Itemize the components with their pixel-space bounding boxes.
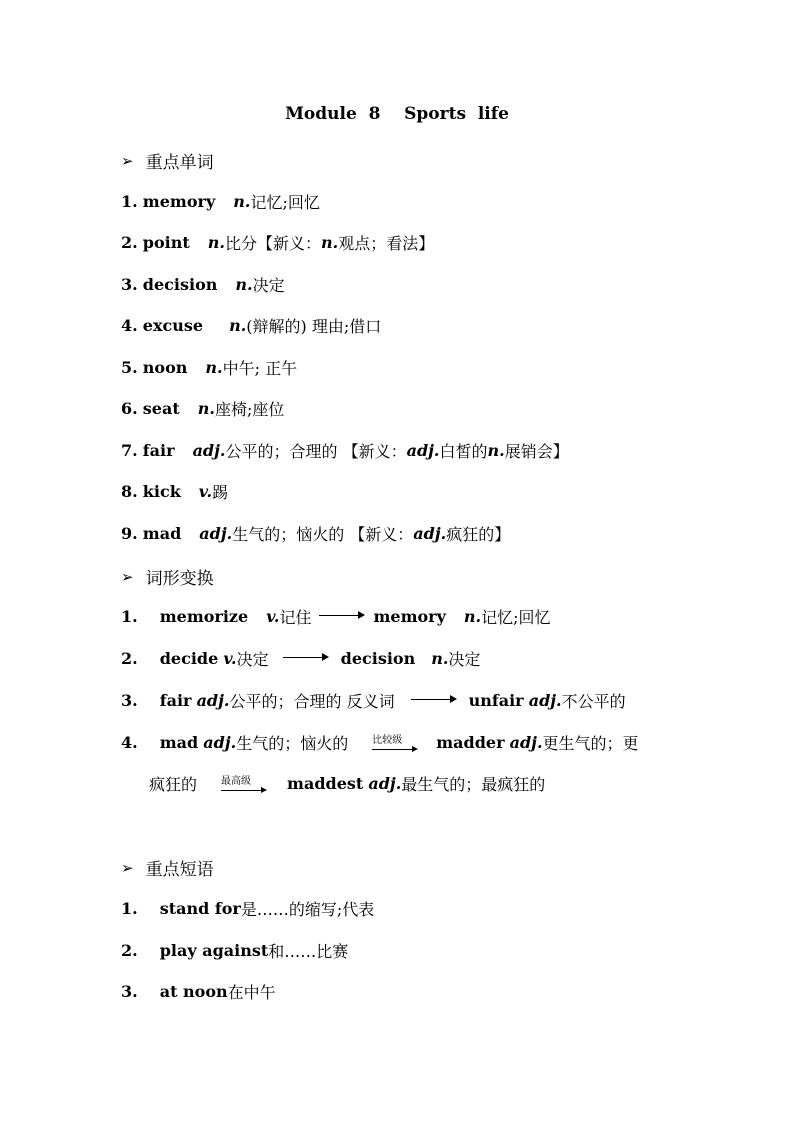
list-item xyxy=(121,438,569,462)
item-word: noon xyxy=(142,357,188,377)
item-pos: adj. xyxy=(406,440,440,460)
base-word: mad xyxy=(159,732,199,752)
derived-pos: n. xyxy=(431,648,449,668)
section-title: 重点单词 xyxy=(145,153,214,173)
item-pos: n. xyxy=(487,440,505,460)
item-definition: 比分【新义： xyxy=(224,233,321,253)
item-number: 2. xyxy=(121,232,138,252)
item-pos: n. xyxy=(197,398,215,418)
item-word: fair xyxy=(142,440,175,460)
derived-pos: adj. xyxy=(509,732,543,752)
arrow-bullet-icon: ➢ xyxy=(121,151,134,170)
item-number: 1. xyxy=(121,191,138,211)
phrase-item xyxy=(121,896,374,920)
arrow-right-icon xyxy=(411,695,457,705)
base-word: memorize xyxy=(159,606,249,626)
base-word: decide xyxy=(159,648,219,668)
item-definition: 公平的；合理的 【新义： xyxy=(225,441,407,461)
phrase-text: play against xyxy=(159,940,269,960)
derived-definition: 记忆;回忆 xyxy=(481,607,551,627)
derived-word: unfair xyxy=(468,690,524,710)
item-definition: (辩解的) 理由;借口 xyxy=(246,316,382,336)
arrow-right-icon xyxy=(221,787,267,795)
section-heading-phrases xyxy=(121,855,214,880)
list-item xyxy=(121,521,510,545)
item-word: decision xyxy=(142,274,218,294)
derived-pos: n. xyxy=(463,606,482,626)
form-item xyxy=(121,688,626,712)
item-number: 3. xyxy=(121,981,138,1001)
item-number: 5. xyxy=(121,357,138,377)
item-definition: 中午; 正午 xyxy=(222,358,298,378)
item-pos: n. xyxy=(233,191,251,211)
item-definition: 座椅;座位 xyxy=(214,399,285,419)
derived-pos: adj. xyxy=(368,773,402,793)
arrow-label: 比较级 xyxy=(372,735,403,746)
list-item xyxy=(121,396,284,420)
list-item xyxy=(121,479,228,503)
derived-definition: 更生气的；更 xyxy=(542,733,639,753)
list-item xyxy=(121,230,434,254)
item-pos: n. xyxy=(229,315,247,335)
form-item xyxy=(121,604,551,628)
phrase-definition: 和……比赛 xyxy=(268,941,349,961)
phrase-definition: 在中午 xyxy=(227,982,276,1002)
derived-definition: 决定 xyxy=(448,649,481,669)
item-pos: n. xyxy=(207,232,225,252)
section-title: 词形变换 xyxy=(145,569,214,589)
base-pos: v. xyxy=(266,606,280,626)
base-definition: 决定 xyxy=(236,649,269,669)
base-pos: adj. xyxy=(196,690,230,710)
derived-word: decision xyxy=(340,648,416,668)
base-word: fair xyxy=(159,690,192,710)
item-definition: 记忆;回忆 xyxy=(250,192,320,212)
form-item xyxy=(121,646,480,670)
item-number: 9. xyxy=(121,523,138,543)
section-title: 重点短语 xyxy=(145,860,214,880)
form-item-continuation xyxy=(149,771,545,795)
item-definition: 展销会】 xyxy=(504,441,569,461)
item-number: 3. xyxy=(121,690,138,710)
base-definition: 生气的；恼火的 xyxy=(236,733,349,753)
page-title: Module 8 Sports life xyxy=(285,104,509,124)
list-item xyxy=(121,189,320,213)
item-word: point xyxy=(142,232,190,252)
item-number: 4. xyxy=(121,315,138,335)
derived-word: maddest xyxy=(287,773,364,793)
item-number: 8. xyxy=(121,481,138,501)
superlative-arrow xyxy=(221,777,269,795)
list-item xyxy=(121,355,297,379)
base-pos: adj. xyxy=(203,732,237,752)
item-number: 4. xyxy=(121,732,138,752)
list-item xyxy=(121,272,285,296)
item-definition: 观点；看法】 xyxy=(338,233,435,253)
base-definition: 记住 xyxy=(279,607,312,627)
derived-pos: adj. xyxy=(528,690,562,710)
base-pos: v. xyxy=(223,648,237,668)
section-heading-forms xyxy=(121,564,214,589)
section-heading-words xyxy=(121,148,214,173)
item-word: seat xyxy=(142,398,180,418)
item-definition: 白皙的 xyxy=(439,441,488,461)
item-word: mad xyxy=(142,523,182,543)
item-pos: n. xyxy=(205,357,223,377)
item-word: kick xyxy=(142,481,181,501)
base-definition: 公平的；合理的 反义词 xyxy=(229,691,395,711)
form-item xyxy=(121,730,639,754)
arrow-right-icon xyxy=(319,611,365,621)
item-pos: adj. xyxy=(413,523,447,543)
phrase-text: at noon xyxy=(159,981,228,1001)
derived-word: madder xyxy=(436,732,505,752)
derived-word: memory xyxy=(373,606,446,626)
phrase-item xyxy=(121,979,276,1003)
item-pos: adj. xyxy=(199,523,233,543)
item-pos: n. xyxy=(320,232,339,252)
item-definition: 疯狂的】 xyxy=(446,524,511,544)
comparative-arrow xyxy=(372,736,420,754)
continued-definition: 疯狂的 xyxy=(149,774,198,794)
item-pos: n. xyxy=(235,274,253,294)
list-item xyxy=(121,313,381,337)
phrase-text: stand for xyxy=(159,898,241,918)
derived-definition: 不公平的 xyxy=(561,691,626,711)
item-definition: 决定 xyxy=(252,275,285,295)
phrase-definition: 是……的缩写;代表 xyxy=(240,899,375,919)
arrow-right-icon xyxy=(283,653,329,663)
item-word: memory xyxy=(142,191,216,211)
item-number: 3. xyxy=(121,274,138,294)
item-number: 1. xyxy=(121,898,138,918)
arrow-right-icon xyxy=(372,746,418,754)
phrase-item xyxy=(121,938,348,962)
item-number: 2. xyxy=(121,940,138,960)
derived-definition: 最生气的；最疯狂的 xyxy=(401,774,546,794)
arrow-bullet-icon: ➢ xyxy=(121,567,134,586)
item-number: 7. xyxy=(121,440,138,460)
item-number: 1. xyxy=(121,606,138,626)
item-definition: 生气的；恼火的 【新义： xyxy=(232,524,414,544)
item-word: excuse xyxy=(142,315,204,335)
item-pos: v. xyxy=(198,481,213,501)
arrow-label: 最高级 xyxy=(221,776,252,787)
item-pos: adj. xyxy=(192,440,226,460)
item-definition: 踢 xyxy=(212,482,229,502)
item-number: 6. xyxy=(121,398,138,418)
arrow-bullet-icon: ➢ xyxy=(121,858,134,877)
item-number: 2. xyxy=(121,648,138,668)
